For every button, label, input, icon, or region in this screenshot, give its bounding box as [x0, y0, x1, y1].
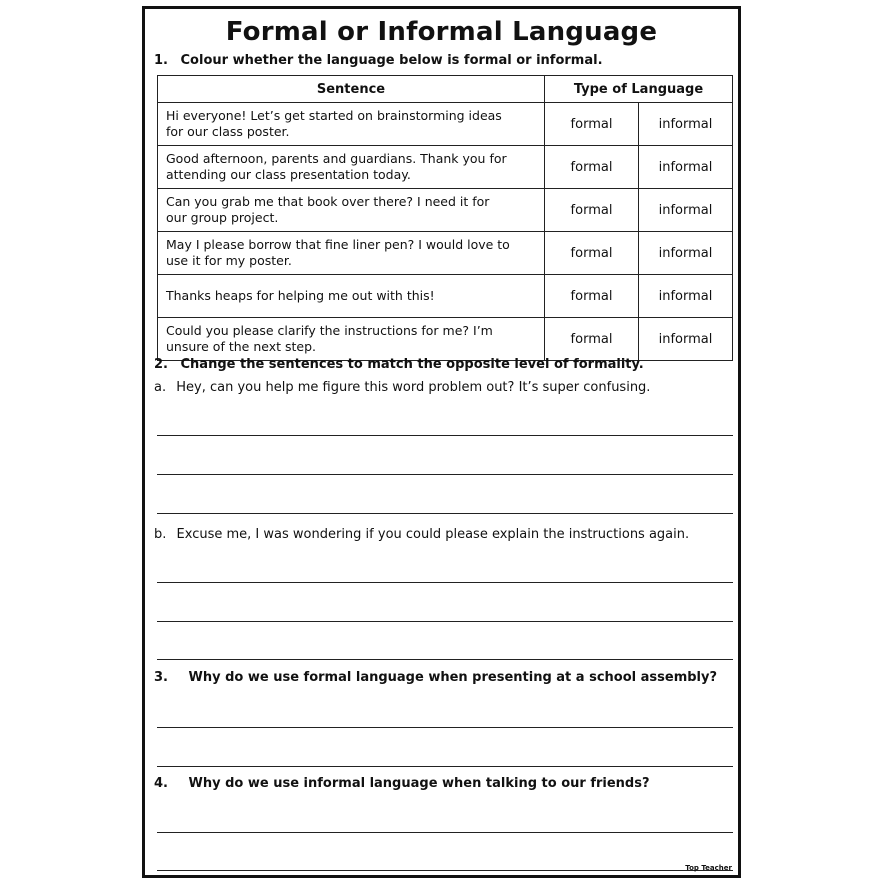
question-2-number: 2.	[154, 357, 168, 372]
table-row	[158, 232, 733, 275]
question-4	[154, 776, 650, 791]
sentence-line-2: unsure of the next step.	[166, 339, 316, 354]
sentence-line-2: our group project.	[166, 210, 279, 225]
question-2a-label: a.	[154, 380, 167, 395]
question-3	[154, 670, 717, 685]
language-table	[157, 75, 733, 361]
worksheet	[142, 6, 741, 878]
sentence-line-1: Thanks heaps for helping me out with this!	[166, 288, 435, 303]
brand-logo: Top Teacher	[685, 864, 732, 872]
table-row	[158, 318, 733, 361]
question-2	[154, 357, 644, 372]
sentence-line-1: Could you please clarify the instructions for me? I’m	[166, 323, 493, 338]
question-1-text: Colour whether the language below is formal or informal.	[180, 53, 603, 68]
table-row	[158, 146, 733, 189]
sentence-line-2: for our class poster.	[166, 124, 290, 139]
sentence-line-2: use it for my poster.	[166, 253, 292, 268]
question-3-number: 3.	[154, 670, 168, 685]
informal-option[interactable]: informal	[639, 146, 733, 189]
question-4-text: Why do we use informal language when talking to our friends?	[188, 776, 650, 791]
column-header-type: Type of Language	[545, 76, 733, 103]
sentence-line-2: attending our class presentation today.	[166, 167, 411, 182]
sentence-line-1: Can you grab me that book over there? I need it for	[166, 194, 490, 209]
formal-option[interactable]: formal	[545, 189, 639, 232]
formal-option[interactable]: formal	[545, 275, 639, 318]
formal-option[interactable]: formal	[545, 103, 639, 146]
answer-line[interactable]	[157, 582, 733, 583]
sentence-cell	[158, 189, 545, 232]
question-4-number: 4.	[154, 776, 168, 791]
table-row	[158, 189, 733, 232]
sentence-line-1: Good afternoon, parents and guardians. Thank you for	[166, 151, 507, 166]
question-1-number: 1.	[154, 53, 168, 68]
sentence-cell	[158, 275, 545, 318]
question-2b-text: Excuse me, I was wondering if you could please explain the instructions again.	[176, 527, 690, 542]
sentence-cell	[158, 318, 545, 361]
informal-option[interactable]: informal	[639, 232, 733, 275]
sentence-cell	[158, 103, 545, 146]
informal-option[interactable]: informal	[639, 103, 733, 146]
answer-line[interactable]	[157, 727, 733, 728]
answer-line[interactable]	[157, 659, 733, 660]
formal-option[interactable]: formal	[545, 146, 639, 189]
sentence-cell	[158, 146, 545, 189]
sentence-cell	[158, 232, 545, 275]
table-row	[158, 275, 733, 318]
informal-option[interactable]: informal	[639, 275, 733, 318]
worksheet-title: Formal or Informal Language	[225, 17, 658, 47]
formal-option[interactable]: formal	[545, 318, 639, 361]
question-3-text: Why do we use formal language when presenting at a school assembly?	[188, 670, 718, 685]
question-2a-text: Hey, can you help me figure this word problem out? It’s super confusing.	[176, 380, 651, 395]
table-row	[158, 103, 733, 146]
question-1	[154, 53, 603, 68]
question-2a	[154, 380, 650, 395]
answer-line[interactable]	[157, 621, 733, 622]
informal-option[interactable]: informal	[639, 189, 733, 232]
formal-option[interactable]: formal	[545, 232, 639, 275]
table-header-row	[158, 76, 733, 103]
sentence-line-1: Hi everyone! Let’s get started on brainstorming ideas	[166, 108, 502, 123]
answer-line[interactable]	[157, 766, 733, 767]
question-2b	[154, 527, 689, 542]
answer-line[interactable]	[157, 513, 733, 514]
answer-line[interactable]	[157, 870, 733, 871]
answer-line[interactable]	[157, 832, 733, 833]
column-header-sentence: Sentence	[158, 76, 545, 103]
answer-line[interactable]	[157, 474, 733, 475]
sentence-line-1: May I please borrow that fine liner pen? I would love to	[166, 237, 510, 252]
answer-line[interactable]	[157, 435, 733, 436]
informal-option[interactable]: informal	[639, 318, 733, 361]
question-2-text: Change the sentences to match the opposite level of formality.	[180, 357, 644, 372]
question-2b-label: b.	[154, 527, 167, 542]
